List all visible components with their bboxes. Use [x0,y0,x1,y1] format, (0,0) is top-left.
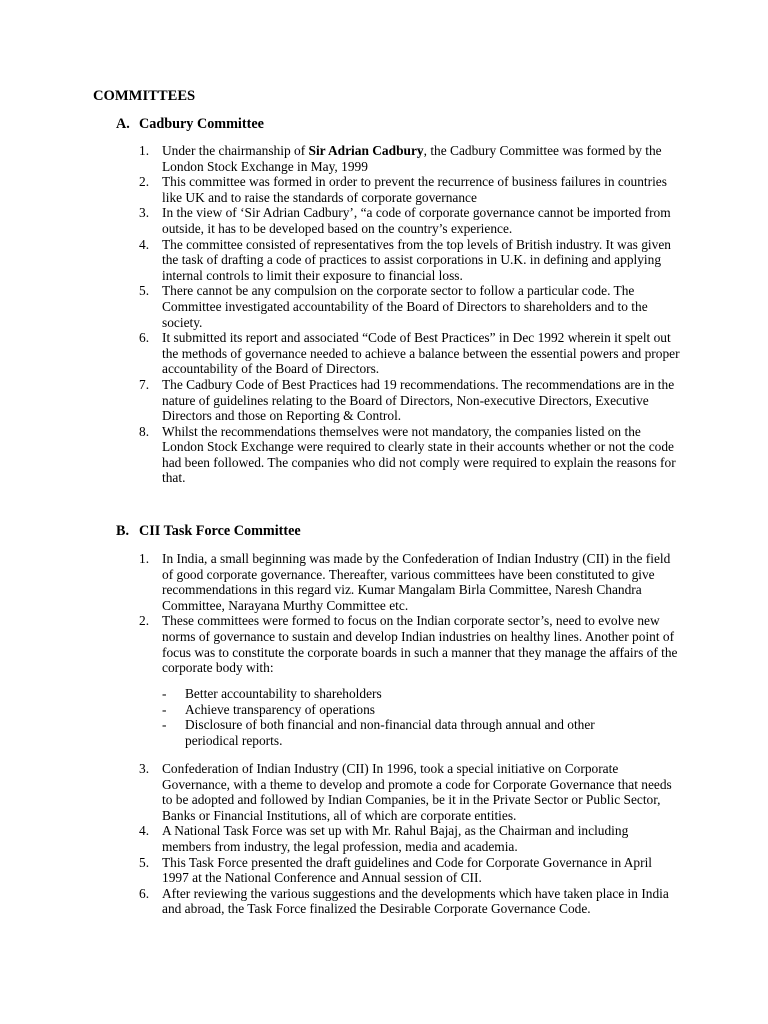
dash-marker: - [162,717,167,733]
section-b-list-2 [0,761,768,917]
list-item [0,613,680,675]
item-number: 8. [139,423,150,439]
dash-item-text: Disclosure of both financial and non-financial data through annual and other periodical reports. [185,717,595,748]
item-text: There cannot be any compulsion on the corporate sector to follow a particular code. The Committee investigated accountability of the Board of Directors to shareholders and to the society. [162,283,648,330]
item-text: This Task Force presented the draft guidelines and Code for Corporate Governance in April 1997 at the National Conference and Annual session of CII. [162,854,653,886]
item-text-pre: Under the chairmanship of [162,143,309,158]
list-item [0,551,680,613]
list-item [0,237,680,284]
list-item [0,855,680,886]
list-item [0,377,680,424]
dash-item [0,686,635,702]
page-title: COMMITTEES [93,88,196,104]
section-a-letter: A. [116,116,130,132]
item-text: It submitted its report and associated “Code of Best Practices” in Dec 1992 wherein it spelt out the methods of governance needed to achieve a balance between the essential powers and proper accountability of the Board of Directors. [162,330,680,377]
dash-list [0,686,768,748]
item-number: 4. [139,236,150,252]
section-b-letter: B. [116,523,130,539]
item-number: 1. [139,143,150,158]
list-item [0,330,680,377]
item-number: 2. [139,174,150,190]
dash-item [0,717,635,748]
list-item [0,143,680,174]
item-text: Confederation of Indian Industry (CII) In 1996, took a special initiative on Corporate Governance, with a theme to develop and promote a code for Corporate Governance that needs to be adopted and followed by Indian Companies, be it in the Private Sector or Public Sector, Banks or Financial Institutions, all of which are corporate entities. [162,761,672,823]
section-b-heading [116,523,301,540]
list-item [0,174,680,205]
list-item [0,761,680,823]
item-text-bold: Sir Adrian Cadbury [308,143,424,158]
item-text: After reviewing the various suggestions and the developments which have taken place in India and abroad, the Task Force finalized the Desirable Corporate Governance Code. [162,885,669,917]
item-number: 3. [139,205,150,221]
dash-marker: - [162,686,167,701]
list-item [0,823,680,854]
section-a-title: Cadbury Committee [139,116,264,132]
item-text: In India, a small beginning was made by the Confederation of Indian Industry (CII) in the field of good corporate governance. Thereafter, various committees have been constituted to give recommendations in this regard viz. Kumar Mangalam Birla Committee, Naresh Chandra Committee, Narayana Murthy Committee etc. [162,551,671,613]
item-number: 6. [139,885,150,901]
item-text: In the view of ‘Sir Adrian Cadbury’, “a code of corporate governance cannot be imported from outside, it has to be developed based on the country’s experience. [162,205,671,236]
item-number: 4. [139,823,150,839]
item-text-post: , the Cadbury Committee was formed by the London Stock Exchange in May, 1999 [162,143,662,174]
dash-item [0,702,635,718]
item-number: 7. [139,376,150,392]
dash-marker: - [162,701,167,717]
list-item [0,205,680,236]
item-number: 5. [139,854,150,870]
section-b-title: CII Task Force Committee [139,523,301,539]
item-number: 5. [139,283,150,299]
item-number: 3. [139,761,150,776]
item-text: The committee consisted of representatives from the top levels of British industry. It was given the task of drafting a code of practices to assist corporations in U.K. in defining and applying internal controls to limit their exposure to financial loss. [162,236,671,283]
item-text: This committee was formed in order to prevent the recurrence of business failures in countries like UK and to raise the standards of corporate governance [162,174,667,205]
dash-item-text: Achieve transparency of operations [185,701,375,717]
item-text: These committees were formed to focus on the Indian corporate sector’s, need to evolve new norms of governance to sustain and develop Indian industries on healthy lines. Another point of focus was to constitute the corporate boards in such a manner that they manage the affairs of the corporate body with: [162,613,678,676]
list-item [0,283,680,330]
item-number: 6. [139,330,150,346]
item-number: 1. [139,551,150,566]
item-number: 2. [139,613,150,629]
dash-item-text: Better accountability to shareholders [185,686,382,701]
section-b-list-1 [0,551,768,676]
item-text: Whilst the recommendations themselves were not mandatory, the companies listed on the London Stock Exchange were required to clearly state in their accounts whether or not the code had been followed. The companies who did not comply were required to explain the reasons for that. [162,423,676,486]
list-item [0,886,680,917]
section-a-heading [116,116,264,133]
item-text: A National Task Force was set up with Mr. Rahul Bajaj, as the Chairman and including members from industry, the legal profession, media and academia. [162,823,629,854]
list-item [0,424,680,486]
item-text: The Cadbury Code of Best Practices had 19 recommendations. The recommendations are in the nature of guidelines relating to the Board of Directors, Non-executive Directors, Executive Directors and those on Reporting & Control. [162,376,675,424]
section-a-list [0,143,768,486]
